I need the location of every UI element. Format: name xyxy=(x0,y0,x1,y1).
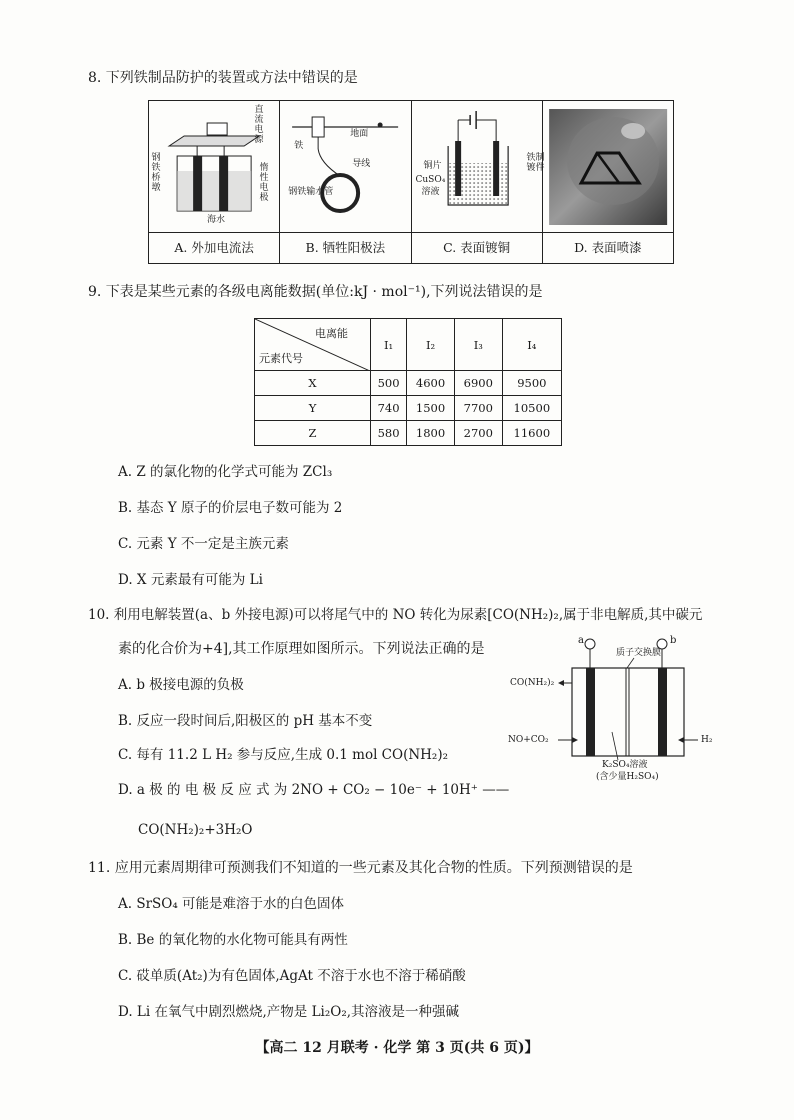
label-inert-electrode: 惰性电极 xyxy=(259,163,269,203)
label-electrode-a: a xyxy=(578,635,584,646)
q8-figure-strip xyxy=(148,100,674,264)
header-ionization-energy: 电离能 xyxy=(315,327,348,340)
table-cell: 11600 xyxy=(502,421,561,446)
q10-option-b: B. 反应一段时间后,阳极区的 pH 基本不变 xyxy=(118,713,373,729)
label-steel-pier: 钢铁桥墩 xyxy=(151,153,161,193)
q8-caption-b: B. 牺牲阳极法 xyxy=(280,232,410,263)
label-urea-outlet: CO(NH₂)₂ xyxy=(510,678,555,688)
q11-option-a: A. SrSO₄ 可能是难溶于水的白色固体 xyxy=(118,896,345,912)
label-steel-pipe: 钢铁输水管 xyxy=(288,187,334,197)
table-cell: 7700 xyxy=(454,396,502,421)
q8-caption-a: A. 外加电流法 xyxy=(149,232,279,263)
table-cell: 9500 xyxy=(502,371,561,396)
q8-figure-b xyxy=(280,101,411,263)
q10-option-d: D. a 极 的 电 极 反 应 式 为 2NO + CO₂ − 10e⁻ + 10H⁺ —— xyxy=(118,782,510,798)
label-ground: 地面 xyxy=(350,129,369,139)
table-cell: 740 xyxy=(371,396,407,421)
table-cell: 4600 xyxy=(407,371,455,396)
row-element: Z xyxy=(255,421,371,446)
label-wire: 导线 xyxy=(352,159,371,169)
label-solution: 溶液 xyxy=(421,187,440,197)
q10-stem-line2: 素的化合价为+4],其工作原理如图所示。下列说法正确的是 xyxy=(118,641,485,657)
painted-bicycle-photo xyxy=(543,101,673,231)
electrolysis-diagram xyxy=(508,632,728,792)
label-electrolyte: K₂SO₄溶液 xyxy=(602,760,648,770)
q9-option-c: C. 元素 Y 不一定是主族元素 xyxy=(118,536,289,552)
header-element-code: 元素代号 xyxy=(259,352,303,365)
q8-caption-d: D. 表面喷漆 xyxy=(543,232,673,263)
sacrificial-anode-illustration xyxy=(280,101,410,231)
label-electrolyte-note: (含少量H₂SO₄) xyxy=(596,772,659,782)
table-cell: 6900 xyxy=(454,371,502,396)
q8-caption-c: C. 表面镀铜 xyxy=(412,232,542,263)
label-cuso4: CuSO₄ xyxy=(415,175,446,185)
label-dc-source: 直流电源 xyxy=(254,105,264,145)
table-cell: 580 xyxy=(371,421,407,446)
q10-option-a: A. b 极接电源的负极 xyxy=(118,677,244,693)
column-header: I₁ xyxy=(371,319,407,371)
table-cell: 2700 xyxy=(454,421,502,446)
label-no-co2-inlet: NO+CO₂ xyxy=(508,735,549,745)
table-row xyxy=(255,371,562,396)
page-footer: 【高二 12 月联考 · 化学 第 3 页(共 6 页)】 xyxy=(255,1040,539,1056)
q10-option-d-continued: CO(NH₂)₂+3H₂O xyxy=(138,822,253,838)
table-cell: 10500 xyxy=(502,396,561,421)
q8-figure-c xyxy=(412,101,543,263)
q9-option-b: B. 基态 Y 原子的价层电子数可能为 2 xyxy=(118,500,343,516)
label-h2-inlet: H₂ xyxy=(701,735,713,745)
table-cell: 1800 xyxy=(407,421,455,446)
label-seawater: 海水 xyxy=(207,215,226,225)
label-iron-part: 铁制镀件 xyxy=(526,153,545,173)
q11-option-d: D. Li 在氧气中剧烈燃烧,产物是 Li₂O₂,其溶液是一种强碱 xyxy=(118,1004,460,1020)
column-header: I₂ xyxy=(407,319,455,371)
table-cell: 1500 xyxy=(407,396,455,421)
q9-stem: 9. 下表是某些元素的各级电离能数据(单位:kJ · mol⁻¹),下列说法错误的是 xyxy=(88,284,543,300)
label-copper-plate: 铜片 xyxy=(423,161,442,171)
column-header: I₄ xyxy=(502,319,561,371)
q8-figure-a xyxy=(149,101,280,263)
label-electrode-b: b xyxy=(670,635,677,646)
q11-option-c: C. 砹单质(At₂)为有色固体,AgAt 不溶于水也不溶于稀硝酸 xyxy=(118,968,466,984)
q9-option-a: A. Z 的氯化物的化学式可能为 ZCl₃ xyxy=(118,464,333,480)
label-iron: 铁 xyxy=(294,141,304,151)
table-row xyxy=(255,396,562,421)
label-proton-exchange-membrane: 质子交换膜 xyxy=(616,648,662,658)
q8-stem: 8. 下列铁制品防护的装置或方法中错误的是 xyxy=(88,70,358,86)
row-element: X xyxy=(255,371,371,396)
ionization-energy-table xyxy=(254,318,562,446)
q11-stem: 11. 应用元素周期律可预测我们不知道的一些元素及其化合物的性质。下列预测错误的是 xyxy=(88,860,633,876)
row-element: Y xyxy=(255,396,371,421)
column-header: I₃ xyxy=(454,319,502,371)
q8-figure-d xyxy=(543,101,673,263)
q9-option-d: D. X 元素最有可能为 Li xyxy=(118,572,263,588)
table-row xyxy=(255,421,562,446)
q10-stem-line1: 10. 利用电解装置(a、b 外接电源)可以将尾气中的 NO 转化为尿素[CO(NH₂)₂,属于非电解质,其中碳元 xyxy=(88,607,703,623)
q10-option-c: C. 每有 11.2 L H₂ 参与反应,生成 0.1 mol CO(NH₂)₂ xyxy=(118,747,449,763)
table-header-diagonal xyxy=(255,319,371,371)
q11-option-b: B. Be 的氧化物的水化物可能具有两性 xyxy=(118,932,348,948)
table-cell: 500 xyxy=(371,371,407,396)
